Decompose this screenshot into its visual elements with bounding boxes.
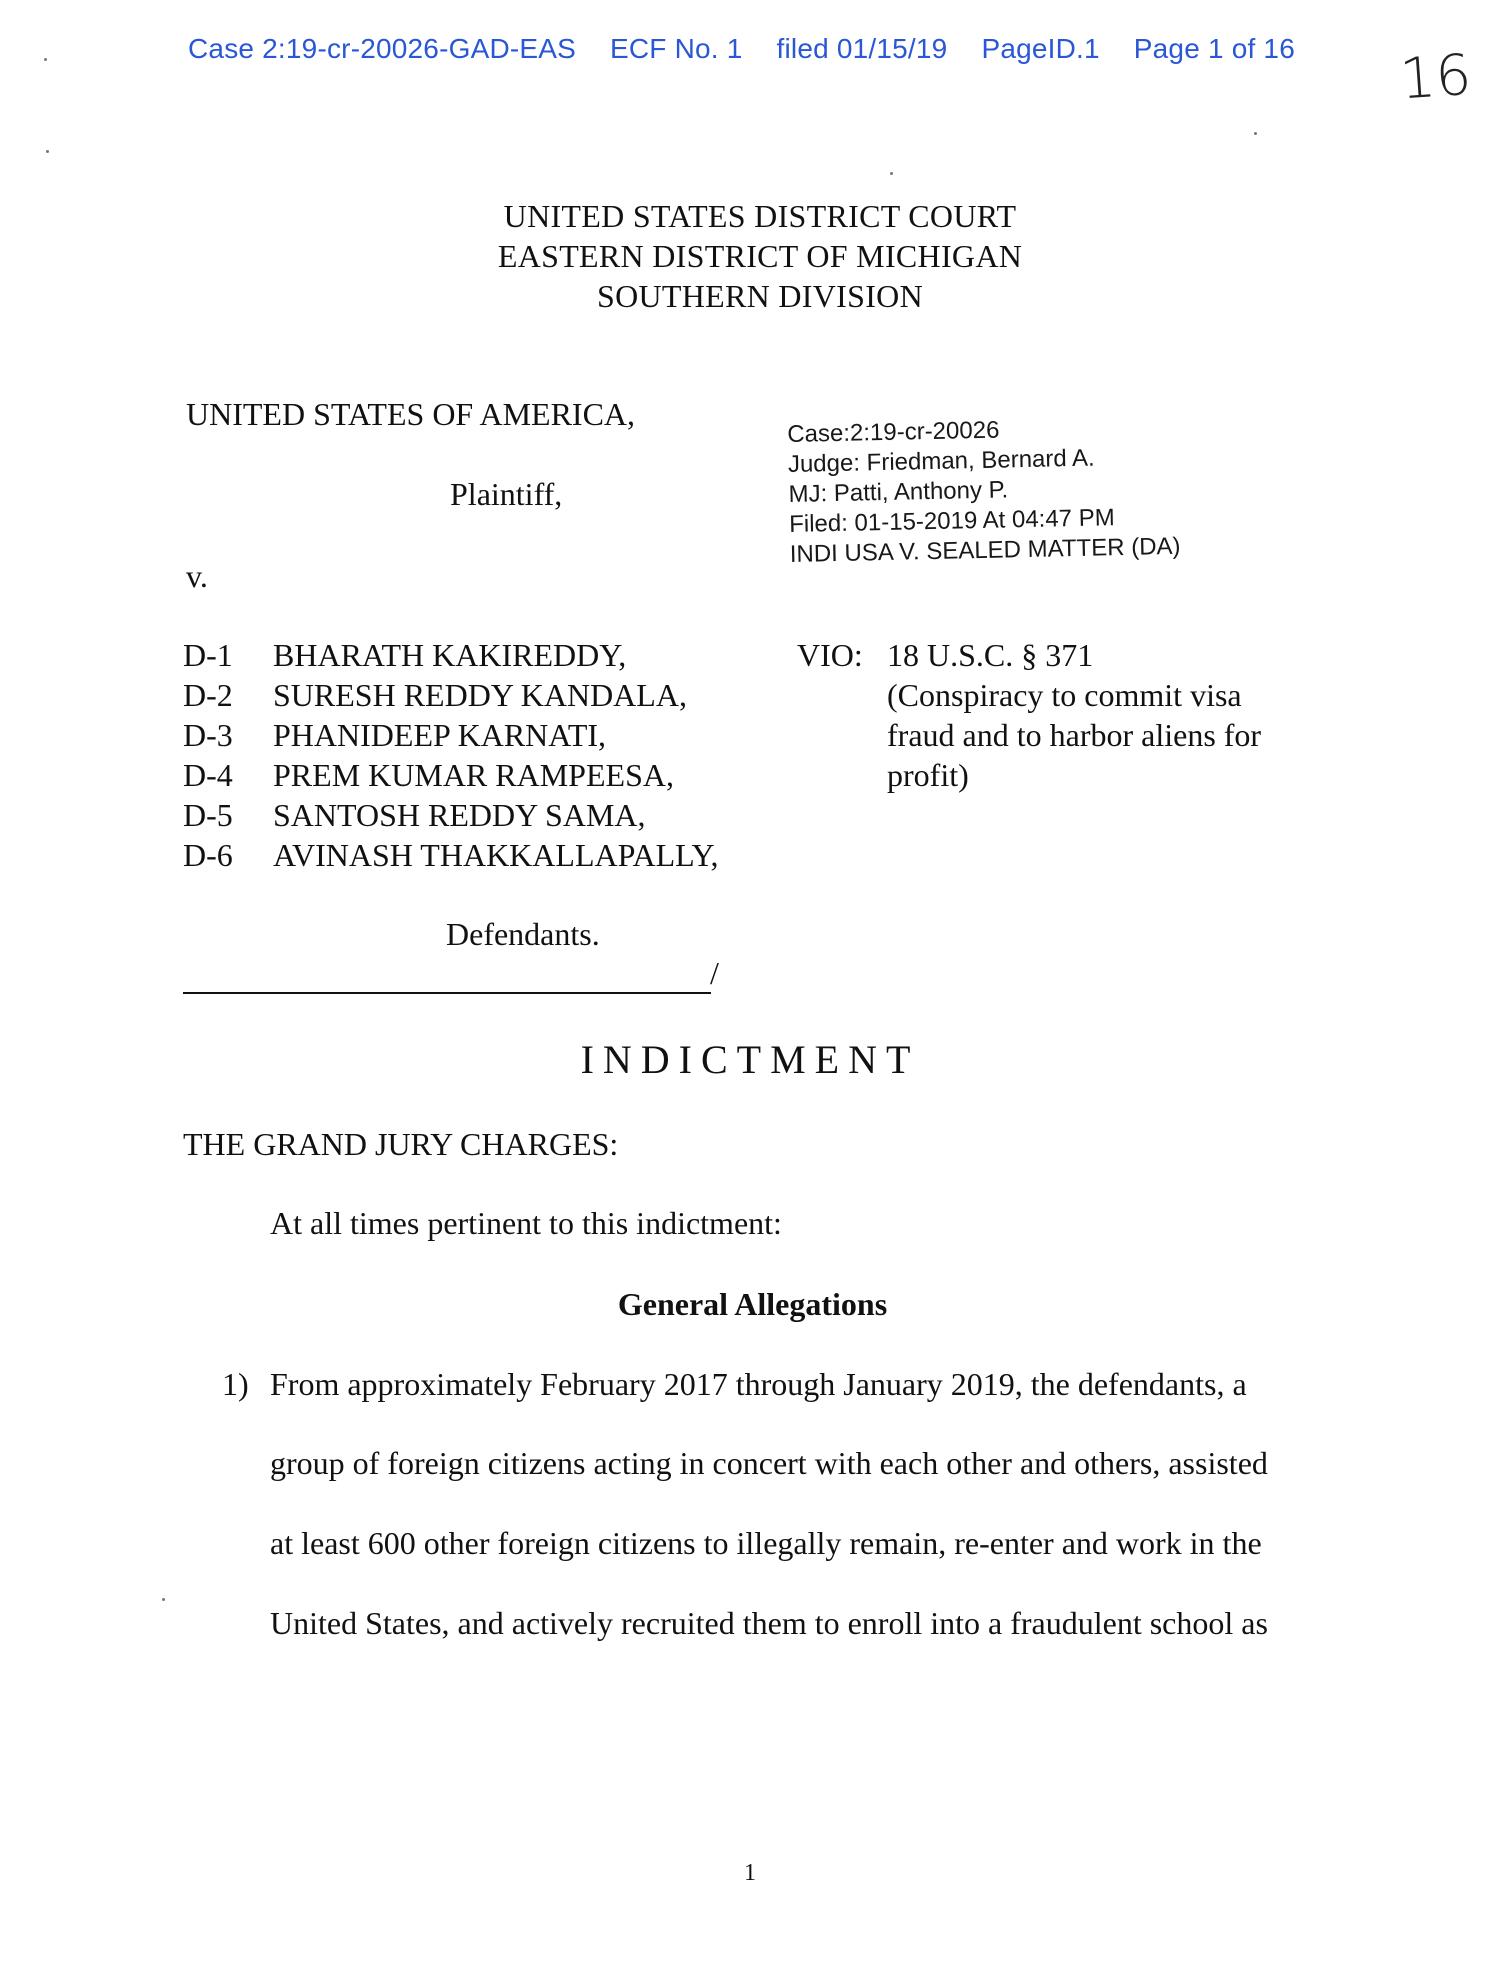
ecf-number: ECF No. 1 bbox=[610, 33, 743, 64]
defendant-name: PHANIDEEP KARNATI, bbox=[273, 717, 607, 753]
paragraph-line: United States, and actively recruited them to enroll into a fraudulent school as bbox=[270, 1605, 1268, 1641]
defendant-code: D-4 bbox=[183, 757, 233, 793]
violation-line: profit) bbox=[887, 757, 969, 793]
ecf-header bbox=[188, 33, 1295, 65]
paragraph-number: 1) bbox=[222, 1366, 249, 1402]
scan-speck bbox=[1254, 132, 1257, 135]
pertinent-times-line: At all times pertinent to this indictment: bbox=[270, 1205, 782, 1241]
caption-slash: / bbox=[710, 955, 719, 991]
defendant-code: D-5 bbox=[183, 797, 233, 833]
defendant-name: BHARATH KAKIREDDY, bbox=[273, 637, 627, 673]
caption-divider-line bbox=[183, 992, 711, 994]
ecf-pageid: PageID.1 bbox=[981, 33, 1100, 64]
defendant-row bbox=[183, 715, 718, 755]
violation-text bbox=[887, 635, 1261, 795]
handwritten-page-count: 16 bbox=[1397, 42, 1474, 113]
paragraph-line: From approximately February 2017 through January 2019, the defendants, a bbox=[270, 1366, 1247, 1402]
defendant-row bbox=[183, 635, 718, 675]
ecf-filed-date: filed 01/15/19 bbox=[776, 33, 948, 64]
violation-label: VIO: bbox=[797, 637, 863, 673]
scan-speck bbox=[46, 150, 49, 153]
stamp-matter: INDI USA V. SEALED MATTER (DA) bbox=[789, 532, 1181, 568]
defendant-row bbox=[183, 755, 718, 795]
grand-jury-charges: THE GRAND JURY CHARGES: bbox=[183, 1126, 619, 1162]
defendant-row bbox=[183, 835, 718, 875]
page-number: 1 bbox=[744, 1860, 756, 1886]
court-district: EASTERN DISTRICT OF MICHIGAN bbox=[497, 238, 1023, 274]
paragraph-line: group of foreign citizens acting in concert with each other and others, assisted bbox=[270, 1445, 1268, 1481]
versus-label: v. bbox=[186, 558, 208, 594]
section-heading: General Allegations bbox=[617, 1286, 888, 1322]
filing-stamp bbox=[787, 412, 1181, 570]
defendant-name: SANTOSH REDDY SAMA, bbox=[273, 797, 646, 833]
scan-speck bbox=[162, 1598, 165, 1601]
plaintiff-label: Plaintiff, bbox=[450, 476, 563, 512]
defendant-name: AVINASH THAKKALLAPALLY, bbox=[273, 837, 719, 873]
document-title: INDICTMENT bbox=[580, 1037, 920, 1082]
paragraph-line: at least 600 other foreign citizens to illegally remain, re-enter and work in the bbox=[270, 1525, 1262, 1561]
ecf-page-count: Page 1 of 16 bbox=[1133, 33, 1295, 64]
stamp-magistrate: MJ: Patti, Anthony P. bbox=[788, 476, 1009, 508]
violation-line: 18 U.S.C. § 371 bbox=[887, 637, 1094, 673]
defendant-row bbox=[183, 675, 718, 715]
violation-line: (Conspiracy to commit visa bbox=[887, 677, 1242, 713]
defendant-row bbox=[183, 795, 718, 835]
defendant-code: D-1 bbox=[183, 637, 233, 673]
stamp-judge: Judge: Friedman, Bernard A. bbox=[787, 444, 1095, 478]
court-name: UNITED STATES DISTRICT COURT bbox=[503, 198, 1017, 234]
court-division: SOUTHERN DIVISION bbox=[597, 278, 923, 314]
scan-speck bbox=[890, 172, 893, 175]
defendant-code: D-6 bbox=[183, 837, 233, 873]
ecf-case-number: Case 2:19-cr-20026-GAD-EAS bbox=[188, 33, 577, 64]
plaintiff-party: UNITED STATES OF AMERICA, bbox=[186, 396, 636, 432]
defendants-label: Defendants. bbox=[446, 916, 600, 952]
violation-block bbox=[797, 635, 1261, 795]
violation-line: fraud and to harbor aliens for bbox=[887, 717, 1262, 753]
defendants-list bbox=[183, 635, 718, 875]
defendant-name: SURESH REDDY KANDALA, bbox=[273, 677, 687, 713]
defendant-name: PREM KUMAR RAMPEESA, bbox=[273, 757, 674, 793]
scan-speck bbox=[44, 58, 47, 61]
stamp-case: Case:2:19-cr-20026 bbox=[787, 416, 1000, 448]
defendant-code: D-2 bbox=[183, 677, 233, 713]
stamp-filed: Filed: 01-15-2019 At 04:47 PM bbox=[788, 504, 1115, 538]
court-heading bbox=[380, 196, 1140, 316]
defendant-code: D-3 bbox=[183, 717, 233, 753]
